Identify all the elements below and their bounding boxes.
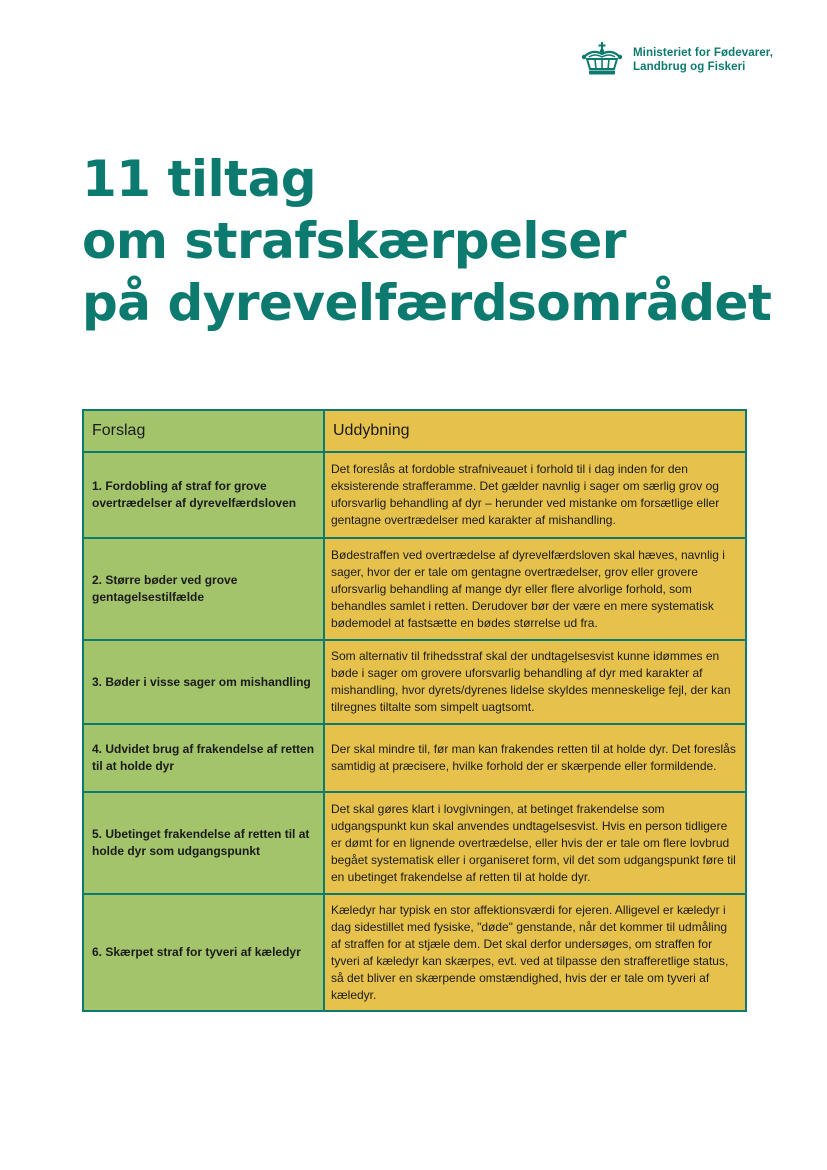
proposal-cell: 2. Større bøder ved grove gentagelsestilfælde [83, 538, 324, 640]
column-header-explanation: Uddybning [324, 410, 746, 452]
proposal-cell: 4. Udvidet brug af frakendelse af retten til at holde dyr [83, 724, 324, 792]
ministry-name-line2: Landbrug og Fiskeri [633, 61, 746, 73]
ministry-logo [581, 42, 773, 78]
table-row [83, 792, 746, 894]
page-title [82, 148, 802, 334]
page-title-line2: om strafskærpelser [82, 212, 626, 270]
page-title-line3: på dyrevelfærdsområdet [82, 274, 772, 332]
proposals-table [82, 409, 747, 1012]
proposal-cell: 1. Fordobling af straf for grove overtrædelser af dyrevelfærdsloven [83, 452, 324, 538]
crown-icon [581, 42, 623, 78]
explanation-cell: Der skal mindre til, før man kan frakendes retten til at holde dyr. Det foreslås samtidig at præcisere, hvilke forhold der er skærpende eller formildende. [324, 724, 746, 792]
proposal-cell: 5. Ubetinget frakendelse af retten til at holde dyr som udgangspunkt [83, 792, 324, 894]
explanation-cell: Det skal gøres klart i lovgivningen, at betinget frakendelse som udgangspunkt kun skal anvendes undtagelsesvist. Hvis en person tidligere er dømt for en lignende overtrædelse, eller hvis der er tale om flere lovbrud begået systematisk eller i organiseret form, vil det som udgangspunkt føre til en ubetinget frakendelse af retten til at holde dyr. [324, 792, 746, 894]
explanation-cell: Som alternativ til frihedsstraf skal der undtagelsesvist kunne idømmes en bøde i sager om grovere uforsvarlig behandling af dyr med karakter af mishandling, hvor dyrets/dyrenes lidelse skyldes menneskelige fejl, der kan tilregnes tiltalte som simpelt uagtsomt. [324, 640, 746, 724]
explanation-cell: Kæledyr har typisk en stor affektionsværdi for ejeren. Alligevel er kæledyr i dag sidestillet med fysiske, "døde" genstande, når det kommer til udmåling af straffen for at stjæle dem. Det skal derfor undersøges, om straffen for tyveri af kæledyr kan skærpes, evt. ved at tilpasse den strafferetlige status, så det bliver en skærpende omstændighed, hvis der er tale om tyveri af kæledyr. [324, 894, 746, 1011]
table-row [83, 538, 746, 640]
proposal-cell: 3. Bøder i visse sager om mishandling [83, 640, 324, 724]
table-header-row [83, 410, 746, 452]
page-title-line1: 11 tiltag [82, 150, 317, 208]
explanation-cell: Det foreslås at fordoble strafniveauet i forhold til i dag inden for den eksisterende strafferamme. Det gælder navnlig i sager om særlig grov og uforsvarlig behandling af dyr – herunder ved mistanke om forsætlige eller gentagne overtrædelser med karakter af mishandling. [324, 452, 746, 538]
table-row [83, 894, 746, 1011]
ministry-name [633, 46, 773, 74]
explanation-cell: Bødestraffen ved overtrædelse af dyrevelfærdsloven skal hæves, navnlig i sager, hvor der er tale om gentagne overtrædelser, grov eller grovere uforsvarlig behandling af mange dyr eller flere alvorlige forhold, som behandles samlet i retten. Derudover bør der være en mere systematisk bødemodel at fastsætte en bødes størrelse ud fra. [324, 538, 746, 640]
table-row [83, 724, 746, 792]
ministry-name-line1: Ministeriet for Fødevarer, [633, 47, 773, 59]
proposal-cell: 6. Skærpet straf for tyveri af kæledyr [83, 894, 324, 1011]
table-row [83, 452, 746, 538]
column-header-proposal: Forslag [83, 410, 324, 452]
table-row [83, 640, 746, 724]
